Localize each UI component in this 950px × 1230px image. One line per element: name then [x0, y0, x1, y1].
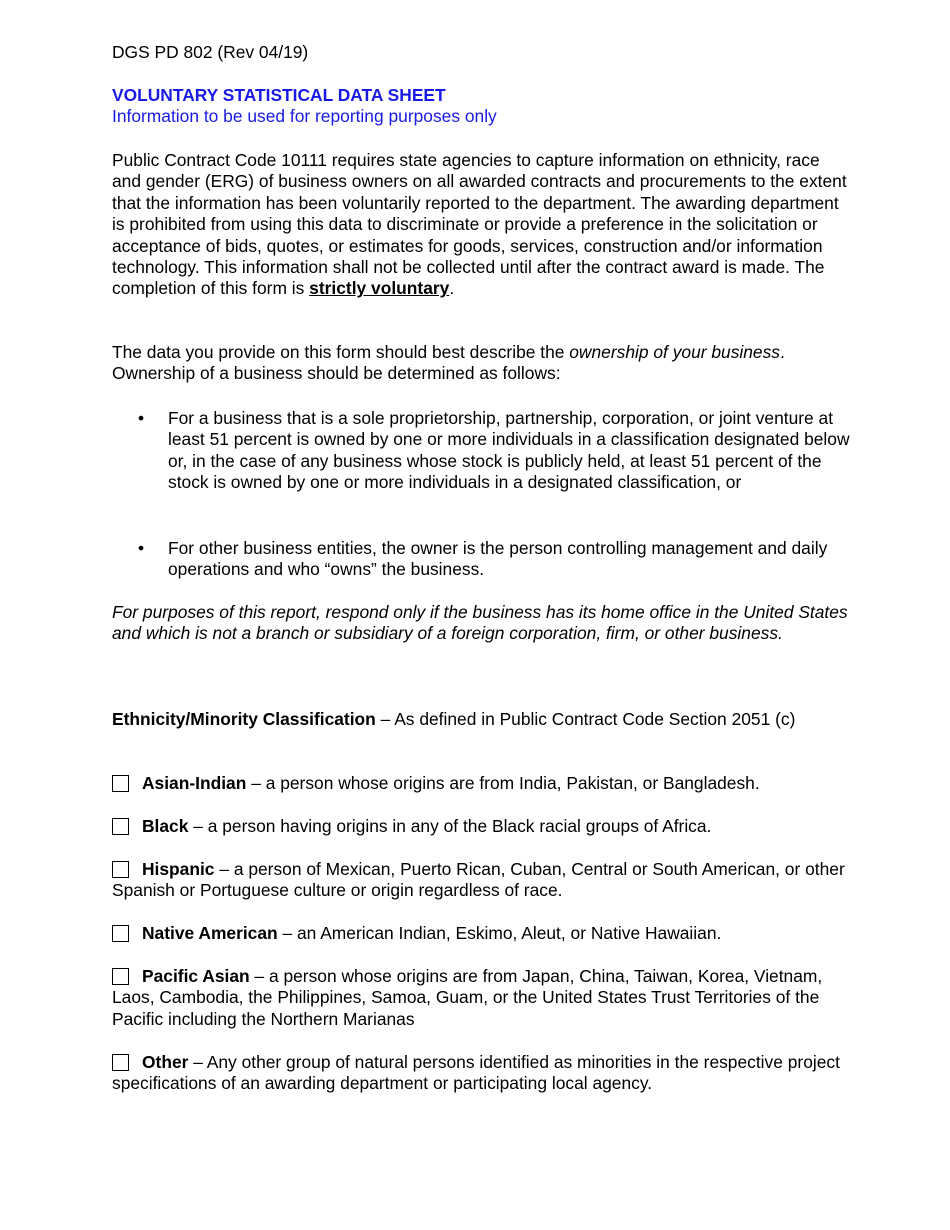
option-label: Other — [142, 1052, 189, 1072]
option-description: – a person whose origins are from India, Pakistan, or Bangladesh. — [246, 773, 760, 793]
option-description: – a person having origins in any of the Black racial groups of Africa. — [188, 816, 712, 836]
option-description: – a person whose origins are from Japan, China, Taiwan, Korea, Vietnam, Laos, Cambodia, the Philippines, Samoa, Guam, or the United States Trust Territories of the Pacific including the Northern Marianas — [112, 966, 823, 1029]
option-asian-indian — [112, 773, 852, 794]
hispanic-checkbox[interactable] — [112, 861, 129, 878]
option-description: – an American Indian, Eskimo, Aleut, or Native Hawaiian. — [277, 923, 722, 943]
pacific-asian-checkbox[interactable] — [112, 968, 129, 985]
bullet-dot: • — [138, 538, 145, 558]
black-checkbox[interactable] — [112, 818, 129, 835]
ownership-text-after: . Ownership of a business should be determined as follows: — [112, 342, 785, 384]
option-description: – Any other group of natural persons identified as minorities in the respective project specifications of an awarding department or participating local agency. — [112, 1052, 840, 1094]
option-black — [112, 816, 852, 837]
ownership-italic: ownership of your business — [569, 342, 780, 362]
other-checkbox[interactable] — [112, 1054, 129, 1071]
purpose-note: For purposes of this report, respond only if the business has its home office in the United States and which is not a branch or subsidiary of a foreign corporation, firm, or other business. — [112, 602, 848, 644]
form-title: VOLUNTARY STATISTICAL DATA SHEET — [112, 85, 446, 105]
asian-indian-checkbox[interactable] — [112, 775, 129, 792]
native-american-checkbox[interactable] — [112, 925, 129, 942]
ethnicity-heading-title: Ethnicity/Minority Classification — [112, 709, 376, 729]
bullet-text: For other business entities, the owner is the person controlling management and daily operations and who “owns” the business. — [168, 538, 828, 580]
bullet-dot: • — [138, 408, 145, 428]
form-subtitle: Information to be used for reporting purposes only — [112, 106, 497, 127]
ethnicity-heading — [112, 709, 852, 730]
ownership-text-before: The data you provide on this form should best describe the — [112, 342, 570, 362]
ethnicity-heading-rest: – As defined in Public Contract Code Section 2051 (c) — [375, 709, 796, 729]
bullet-text: For a business that is a sole proprietorship, partnership, corporation, or joint venture at least 51 percent is owned by one or more individuals in a classification designated below or, in the case of any business whose stock is publicly held, at least 51 percent of the stock is owned by one or more individuals in a designated classification, or — [168, 408, 850, 493]
option-pacific-asian — [112, 966, 852, 1030]
option-other — [112, 1052, 852, 1095]
option-label: Native American — [142, 923, 278, 943]
intro-paragraph — [112, 150, 852, 300]
option-hispanic — [112, 859, 852, 902]
title-block — [112, 85, 852, 128]
option-native-american — [112, 923, 852, 944]
intro-text: Public Contract Code 10111 requires state agencies to capture information on ethnicity, race and gender (ERG) of business owners on all awarded contracts and procurements to the extent that the information has been voluntarily reported to the department. The awarding department is prohibited from using this data to discriminate or provide a preference in the solicitation or acceptance of bids, quotes, or estimates for goods, services, construction and/or information technology. This information shall not be collected until after the contract award is made. The completion of this form is — [112, 150, 847, 299]
option-label: Pacific Asian — [142, 966, 250, 986]
intro-emphasis: strictly voluntary — [309, 278, 450, 299]
option-description: – a person of Mexican, Puerto Rican, Cuban, Central or South American, or other Spanish or Portuguese culture or origin regardless of race. — [112, 859, 845, 901]
option-label: Black — [142, 816, 189, 836]
option-label: Hispanic — [142, 859, 215, 879]
option-label: Asian-Indian — [142, 773, 247, 793]
ownership-paragraph — [112, 342, 852, 385]
form-id: DGS PD 802 (Rev 04/19) — [112, 42, 309, 62]
intro-end: . — [449, 278, 455, 299]
